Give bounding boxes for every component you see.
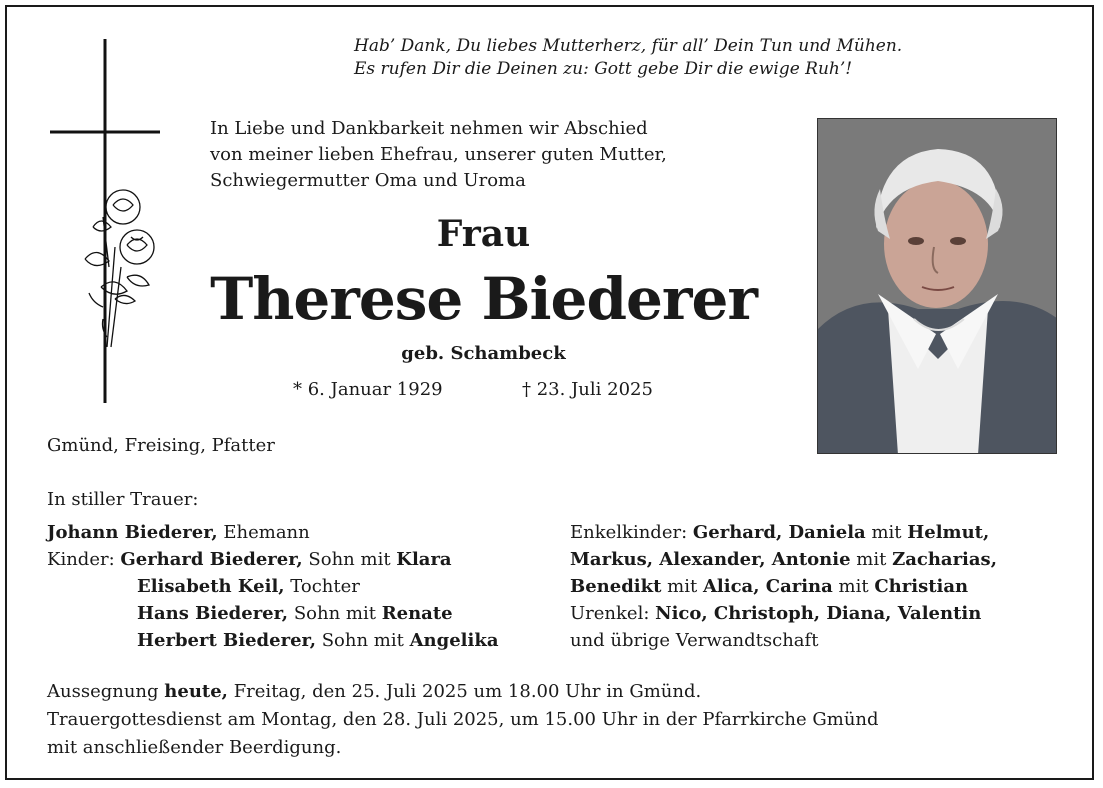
mourner-role: Sohn mit bbox=[321, 630, 404, 651]
mourner-role: Sohn mit bbox=[293, 603, 376, 624]
connector: mit bbox=[871, 522, 902, 543]
mourners-right-column bbox=[570, 519, 997, 654]
mourner-row bbox=[570, 519, 997, 546]
relatives-text: und übrige Verwandtschaft bbox=[570, 630, 819, 651]
mourner-row bbox=[570, 573, 997, 600]
verse-line: Es rufen Dir die Deinen zu: Gott gebe Dir die ewige Ruh’! bbox=[354, 59, 853, 79]
mourner-name: Herbert Biederer, bbox=[137, 630, 316, 651]
mourner-name: Gerhard Biederer, bbox=[120, 549, 303, 570]
connector: mit bbox=[856, 549, 887, 570]
cross-with-roses-icon bbox=[45, 37, 165, 405]
mourner-name: Johann Biederer, bbox=[47, 522, 218, 543]
verse-line: Hab’ Dank, Du liebes Mutterherz, für all’ Dein Tun und Mühen. bbox=[354, 36, 903, 56]
mourner-name: Gerhard, Daniela bbox=[692, 522, 866, 543]
service-line: mit anschließender Beerdigung. bbox=[47, 737, 342, 758]
children-label: Kinder: bbox=[47, 549, 115, 570]
intro-line: von meiner lieben Ehefrau, unserer guten Mutter, bbox=[210, 144, 667, 165]
mourner-name: Zacharias, bbox=[892, 549, 997, 570]
mourner-name: Benedikt bbox=[570, 576, 662, 597]
grandchildren-label: Enkelkinder: bbox=[570, 522, 688, 543]
mourner-partner: Klara bbox=[396, 549, 452, 570]
mourner-partner: Renate bbox=[381, 603, 453, 624]
mourner-name: Christian bbox=[874, 576, 969, 597]
connector: mit bbox=[838, 576, 869, 597]
mourner-row bbox=[47, 600, 498, 627]
intro-line: Schwiegermutter Oma und Uroma bbox=[210, 170, 526, 191]
salutation: Frau bbox=[436, 213, 531, 255]
places: Gmünd, Freising, Pfatter bbox=[47, 435, 275, 456]
mourner-name: Helmut, bbox=[907, 522, 990, 543]
portrait-photo bbox=[817, 118, 1057, 454]
mourner-partner: Angelika bbox=[409, 630, 499, 651]
birth-date: * 6. Januar 1929 bbox=[293, 379, 443, 400]
maiden-name: geb. Schambeck bbox=[401, 343, 566, 364]
deceased-name: Therese Biederer bbox=[210, 265, 757, 333]
mourner-role: Ehemann bbox=[223, 522, 310, 543]
mourner-role: Sohn mit bbox=[308, 549, 391, 570]
mourner-name: Alica, Carina bbox=[702, 576, 833, 597]
mourner-name: Nico, Christoph, Diana, Valentin bbox=[655, 603, 982, 624]
service-label: Aussegnung bbox=[47, 681, 159, 702]
mourner-row bbox=[570, 627, 997, 654]
great-grandchildren-label: Urenkel: bbox=[570, 603, 650, 624]
service-line: Trauergottesdienst am Montag, den 28. Juli 2025, um 15.00 Uhr in der Pfarrkirche Gmünd bbox=[47, 709, 879, 730]
mourner-row bbox=[47, 573, 498, 600]
service-line bbox=[47, 678, 879, 706]
mourner-role: Tochter bbox=[290, 576, 360, 597]
memorial-verse bbox=[354, 35, 902, 81]
mourner-row bbox=[570, 546, 997, 573]
mourners-heading: In stiller Trauer: bbox=[47, 489, 199, 510]
service-info bbox=[47, 678, 879, 762]
mourner-row bbox=[47, 627, 498, 654]
service-day: heute, bbox=[164, 681, 228, 702]
intro-text bbox=[210, 116, 667, 194]
mourners-left-column bbox=[47, 519, 498, 654]
mourner-row bbox=[47, 546, 498, 573]
portrait-illustration bbox=[818, 119, 1057, 454]
intro-line: In Liebe und Dankbarkeit nehmen wir Abschied bbox=[210, 118, 648, 139]
mourner-name: Hans Biederer, bbox=[137, 603, 289, 624]
connector: mit bbox=[667, 576, 698, 597]
mourner-name: Elisabeth Keil, bbox=[137, 576, 285, 597]
mourner-row bbox=[47, 519, 498, 546]
service-details: Freitag, den 25. Juli 2025 um 18.00 Uhr in Gmünd. bbox=[233, 681, 702, 702]
obituary-notice bbox=[5, 5, 1094, 780]
mourner-name: Markus, Alexander, Antonie bbox=[570, 549, 851, 570]
death-date: † 23. Juli 2025 bbox=[522, 379, 653, 400]
mourner-row bbox=[570, 600, 997, 627]
